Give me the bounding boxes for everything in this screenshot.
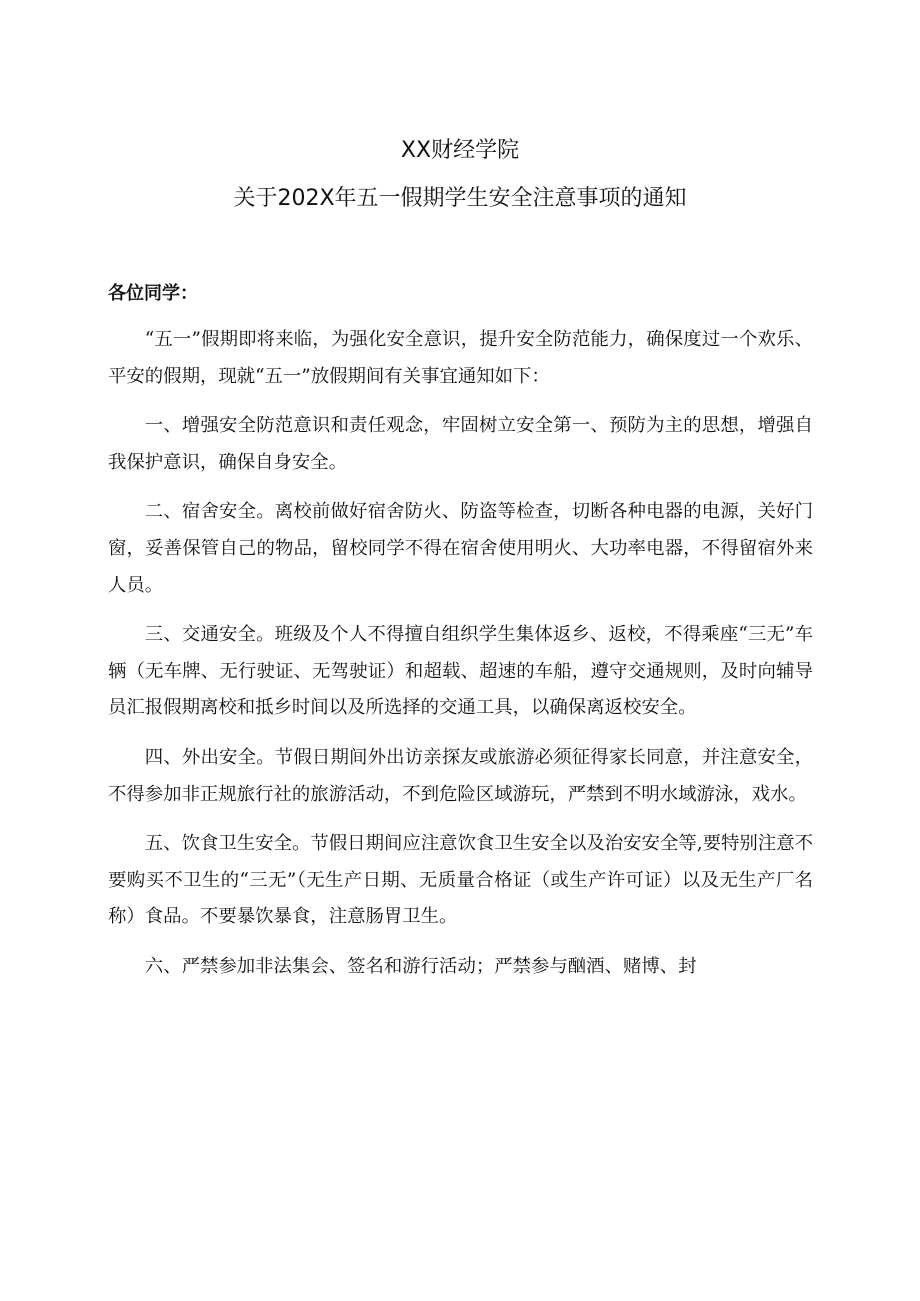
item-4-outing-safety: 四、外出安全。节假日期间外出访亲探友或旅游必须征得家长同意，并注意安全，不得参加非正规旅行社的旅游活动，不到危险区域游玩，严禁到不明水域游泳，戏水。 xyxy=(108,746,813,805)
institution-title: XX财经学院 xyxy=(400,138,520,163)
item-6-prohibitions: 六、严禁参加非法集会、签名和游行活动；严禁参与酗酒、赌博、封 xyxy=(144,955,697,977)
item-3-traffic-safety: 三、交通安全。班级及个人不得擅自组织学生集体返乡、返校，不得乘座“三无”车辆（无车牌、无行驶证、无驾驶证）和超载、超速的车船，遵守交通规则，及时向辅导员汇报假期离校和抵乡时间以及所选择的交通工具，以确保离返校安全。 xyxy=(108,624,813,719)
salutation: 各位同学： xyxy=(108,283,198,304)
intro-paragraph: “五一”假期即将来临，为强化安全意识，提升安全防范能力，确保度过一个欢乐、平安的假期，现就“五一”放假期间有关事宜通知如下： xyxy=(108,329,813,387)
notice-title: 关于202X年五一假期学生安全注意事项的通知 xyxy=(233,186,687,211)
item-2-dormitory-safety: 二、宿舍安全。离校前做好宿舍防火、防盗等检查，切断各种电器的电源，关好门窗，妥善保管自己的物品，留校同学不得在宿舍使用明火、大功率电器，不得留宿外来人员。 xyxy=(108,501,813,596)
item-1-awareness: 一、增强安全防范意识和责任观念，牢固树立安全第一、预防为主的思想，增强自我保护意识，确保自身安全。 xyxy=(108,415,813,473)
notice-body xyxy=(108,322,813,999)
item-5-food-safety: 五、饮食卫生安全。节假日期间应注意饮食卫生安全以及治安安全等,要特别注意不要购买不卫生的“三无”（无生产日期、无质量合格证（或生产许可证）以及无生产厂名称）食品。不要暴饮暴食，注意肠胃卫生。 xyxy=(108,833,813,928)
